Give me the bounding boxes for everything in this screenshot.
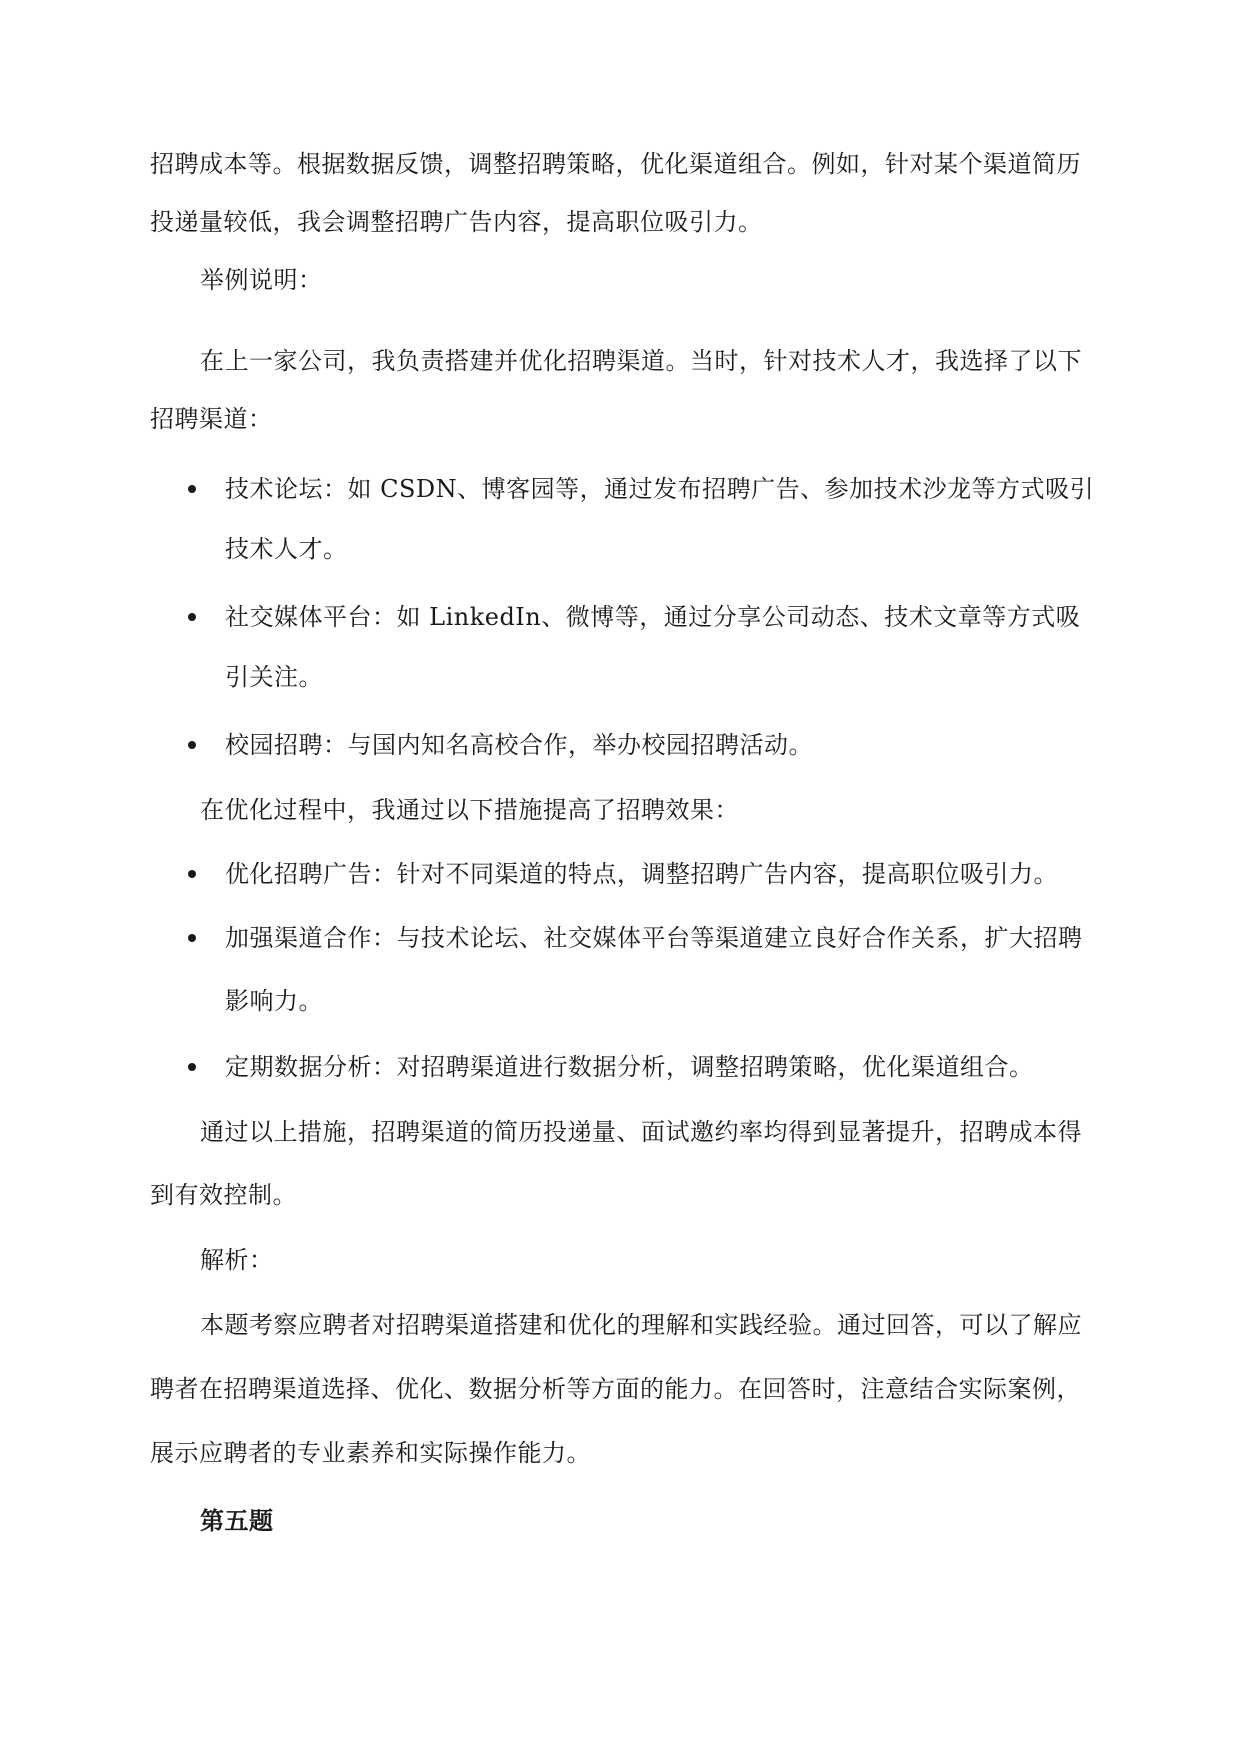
- list-item: 定期数据分析：对招聘渠道进行数据分析，调整招聘策略，优化渠道组合。: [225, 1053, 1034, 1081]
- paragraph-line: 展示应聘者的专业素养和实际操作能力。: [150, 1439, 591, 1467]
- paragraph-line: 通过以上措施，招聘渠道的简历投递量、面试邀约率均得到显著提升，招聘成本得: [200, 1118, 1082, 1146]
- paragraph-line: 到有效控制。: [150, 1181, 297, 1209]
- paragraph-line: 聘者在招聘渠道选择、优化、数据分析等方面的能力。在回答时，注意结合实际案例，: [150, 1375, 1081, 1403]
- list-item: 社交媒体平台：如 LinkedIn、微博等，通过分享公司动态、技术文章等方式吸: [225, 603, 1081, 631]
- bullet-icon: [188, 1063, 196, 1071]
- list-item-continuation: 技术人才。: [225, 535, 348, 563]
- paragraph-line: 本题考察应聘者对招聘渠道搭建和优化的理解和实践经验。通过回答，可以了解应: [200, 1311, 1082, 1339]
- section-heading: 第五题: [200, 1506, 274, 1535]
- bullet-icon: [188, 613, 196, 621]
- list-item-continuation: 影响力。: [225, 987, 323, 1015]
- bullet-icon: [188, 485, 196, 493]
- analysis-label: 解析：: [200, 1246, 274, 1274]
- paragraph-line: 在优化过程中，我通过以下措施提高了招聘效果：: [200, 796, 739, 824]
- bullet-icon: [188, 741, 196, 749]
- list-item-continuation: 引关注。: [225, 663, 323, 691]
- example-label: 举例说明：: [200, 266, 323, 294]
- paragraph-line: 招聘渠道：: [150, 405, 273, 433]
- paragraph-line: 投递量较低，我会调整招聘广告内容，提高职位吸引力。: [150, 208, 763, 236]
- paragraph-line: 招聘成本等。根据数据反馈，调整招聘策略，优化渠道组合。例如，针对某个渠道简历: [150, 150, 1081, 178]
- bullet-icon: [188, 870, 196, 878]
- list-item: 优化招聘广告：针对不同渠道的特点，调整招聘广告内容，提高职位吸引力。: [225, 860, 1058, 888]
- bullet-icon: [188, 934, 196, 942]
- list-item: 技术论坛：如 CSDN、博客园等，通过发布招聘广告、参加技术沙龙等方式吸引: [225, 475, 1095, 503]
- list-item: 加强渠道合作：与技术论坛、社交媒体平台等渠道建立良好合作关系，扩大招聘: [225, 924, 1083, 952]
- paragraph-line: 在上一家公司，我负责搭建并优化招聘渠道。当时，针对技术人才，我选择了以下: [200, 347, 1082, 375]
- list-item: 校园招聘：与国内知名高校合作，举办校园招聘活动。: [225, 731, 813, 759]
